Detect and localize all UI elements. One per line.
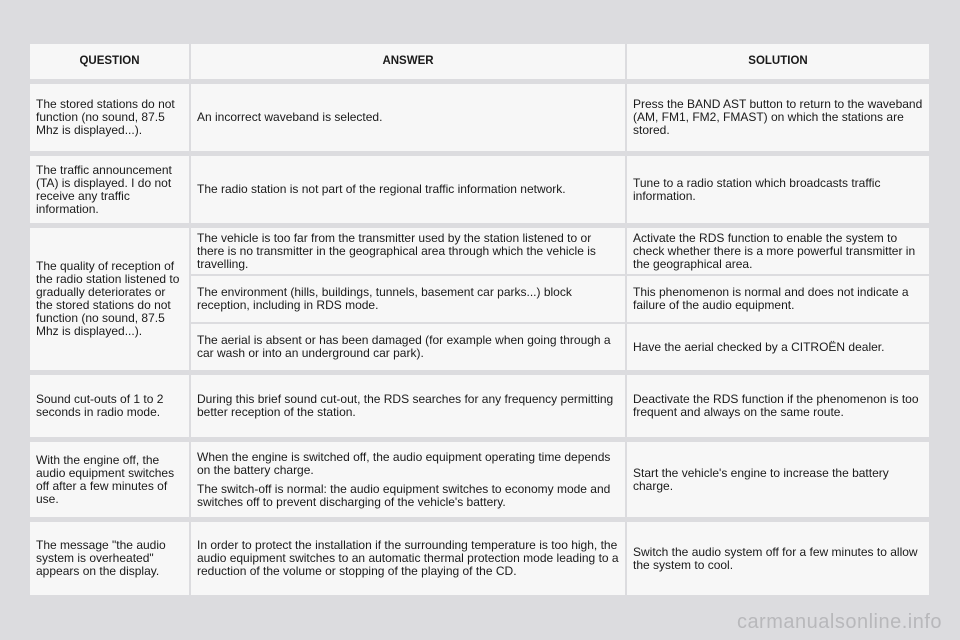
row-1-solution: Press the BAND AST button to return to the waveband (AM, FM1, FM2, FMAST) on which the stations are stored.: [627, 84, 929, 151]
row-5-question: With the engine off, the audio equipment switches off after a few minutes of use.: [30, 442, 189, 517]
row-3a-solution: Activate the RDS function to enable the system to check whether there is a more powerful transmitter in the geographical area.: [627, 228, 929, 274]
row-6-solution: Switch the audio system off for a few minutes to allow the system to cool.: [627, 522, 929, 595]
row-3a-answer: The vehicle is too far from the transmitter used by the station listened to or there is no transmitter in the geographical area through which the vehicle is travelling.: [191, 228, 625, 274]
row-4-question: Sound cut-outs of 1 to 2 seconds in radio mode.: [30, 375, 189, 437]
row-3c-answer: The aerial is absent or has been damaged (for example when going through a car wash or into an underground car park).: [191, 324, 625, 370]
row-2-question: The traffic announcement (TA) is displayed. I do not receive any traffic information.: [30, 156, 189, 223]
row-5-solution: Start the vehicle's engine to increase the battery charge.: [627, 442, 929, 517]
row-6-answer: In order to protect the installation if the surrounding temperature is too high, the audio equipment switches to an automatic thermal protection mode leading to a reduction of the volume or stopping of the playing of the CD.: [191, 522, 625, 595]
troubleshooting-table: [30, 44, 929, 595]
row-3b-answer: The environment (hills, buildings, tunnels, basement car parks...) block reception, including in RDS mode.: [191, 276, 625, 322]
row-5-answer-p2: The switch-off is normal: the audio equipment switches to economy mode and switches off to prevent discharging of the vehicle's battery.: [197, 481, 611, 509]
row-2-answer: The radio station is not part of the regional traffic information network.: [191, 156, 625, 223]
row-5-answer: [191, 442, 625, 517]
header-answer: ANSWER: [191, 44, 625, 79]
row-3-question: The quality of reception of the radio station listened to gradually deteriorates or the stored stations do not function (no sound, 87.5 Mhz is displayed...).: [30, 228, 189, 370]
row-3b-solution: This phenomenon is normal and does not indicate a failure of the audio equipment.: [627, 276, 929, 322]
watermark: carmanualsonline.info: [736, 611, 942, 633]
header-question: QUESTION: [30, 44, 189, 79]
row-6-question: The message "the audio system is overheated" appears on the display.: [30, 522, 189, 595]
row-4-solution: Deactivate the RDS function if the phenomenon is too frequent and always on the same route.: [627, 375, 929, 437]
row-1-answer: An incorrect waveband is selected.: [191, 84, 625, 151]
row-5-answer-p1: When the engine is switched off, the audio equipment operating time depends on the battery charge.: [197, 449, 611, 477]
row-3c-solution: Have the aerial checked by a CITROËN dealer.: [627, 324, 929, 370]
header-solution: SOLUTION: [627, 44, 929, 79]
row-1-question: The stored stations do not function (no sound, 87.5 Mhz is displayed...).: [30, 84, 189, 151]
row-4-answer: During this brief sound cut-out, the RDS searches for any frequency permitting better reception of the station.: [191, 375, 625, 437]
row-2-solution: Tune to a radio station which broadcasts traffic information.: [627, 156, 929, 223]
